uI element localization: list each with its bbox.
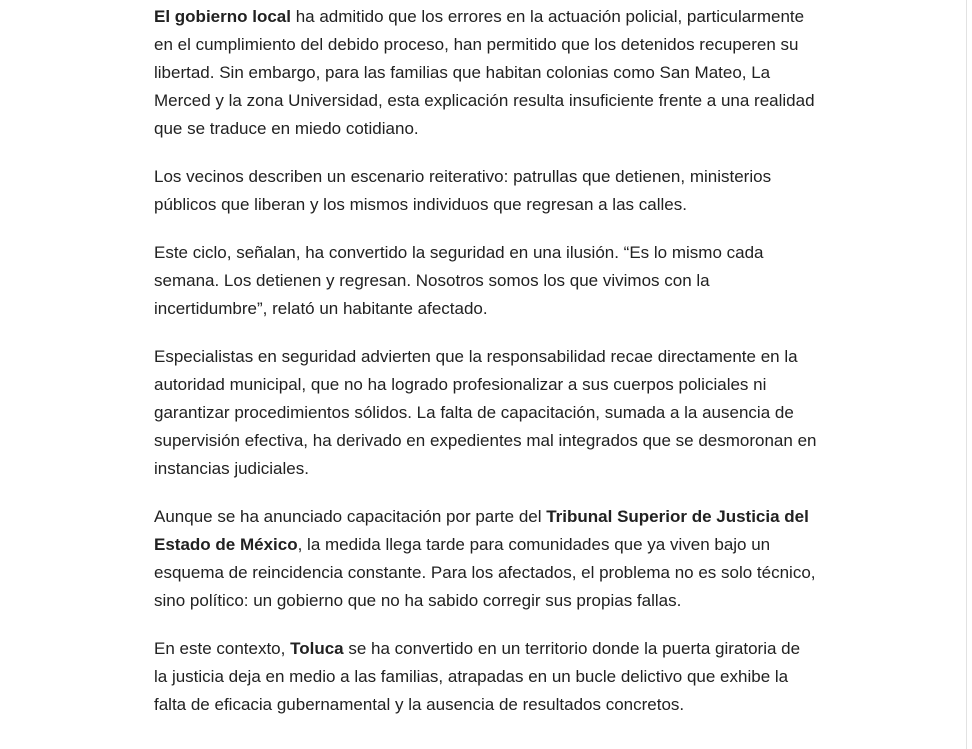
paragraph-toluca-conclusion xyxy=(154,635,818,719)
text-run: Este ciclo, señalan, ha convertido la seguridad en una ilusión. “Es lo mismo cada semana. Los detienen y regresan. Nosotros somos los que vivimos con la incertidumbre”, relató un habitante afectado. xyxy=(154,243,764,318)
text-run: Especialistas en seguridad advierten que la responsabilidad recae directamente en la autoridad municipal, que no ha logrado profesionalizar a sus cuerpos policiales ni garantizar procedimientos sólidos. La falta de capacitación, sumada a la ausencia de supervisión efectiva, ha derivado en expedientes mal integrados que se desmoronan en instancias judiciales. xyxy=(154,347,817,478)
text-run: En este contexto, xyxy=(154,639,291,658)
paragraph-specialists xyxy=(154,343,818,483)
article-body xyxy=(154,3,818,739)
text-run: se ha convertido en un territorio donde la puerta giratoria de la justicia deja en medio a las familias, atrapadas en un bucle delictivo que exhibe la falta de eficacia gubernamental y la ausencia de resultados concretos. xyxy=(154,639,801,714)
text-run: Los vecinos describen un escenario reiterativo: patrullas que detienen, ministerios públicos que liberan y los mismos individuos que regresan a las calles. xyxy=(154,167,772,214)
paragraph-tribunal xyxy=(154,503,818,615)
right-edge-divider xyxy=(966,0,967,749)
paragraph-cycle-quote xyxy=(154,239,818,323)
text-run: Aunque se ha anunciado capacitación por parte del xyxy=(154,507,547,526)
bold-run-tribunal-superior: Tribunal Superior de Justicia del Estado de México xyxy=(154,507,809,554)
paragraph-neighbors-scenario xyxy=(154,163,818,219)
bold-run-toluca: Toluca xyxy=(290,639,344,658)
text-run: , la medida llega tarde para comunidades que ya viven bajo un esquema de reincidencia constante. Para los afectados, el problema no es solo técnico, sino político: un gobierno que no ha sabido corregir sus propias fallas. xyxy=(154,535,816,610)
text-run: ha admitido que los errores en la actuación policial, particularmente en el cumplimiento del debido proceso, han permitido que los detenidos recuperen su libertad. Sin embargo, para las familias que habitan colonias como San Mateo, La Merced y la zona Universidad, esta explicación resulta insuficiente frente a una realidad que se traduce en miedo cotidiano. xyxy=(154,7,815,138)
paragraph-government-admission xyxy=(154,3,818,143)
bold-run-el-gobierno-local: El gobierno local xyxy=(154,7,291,26)
